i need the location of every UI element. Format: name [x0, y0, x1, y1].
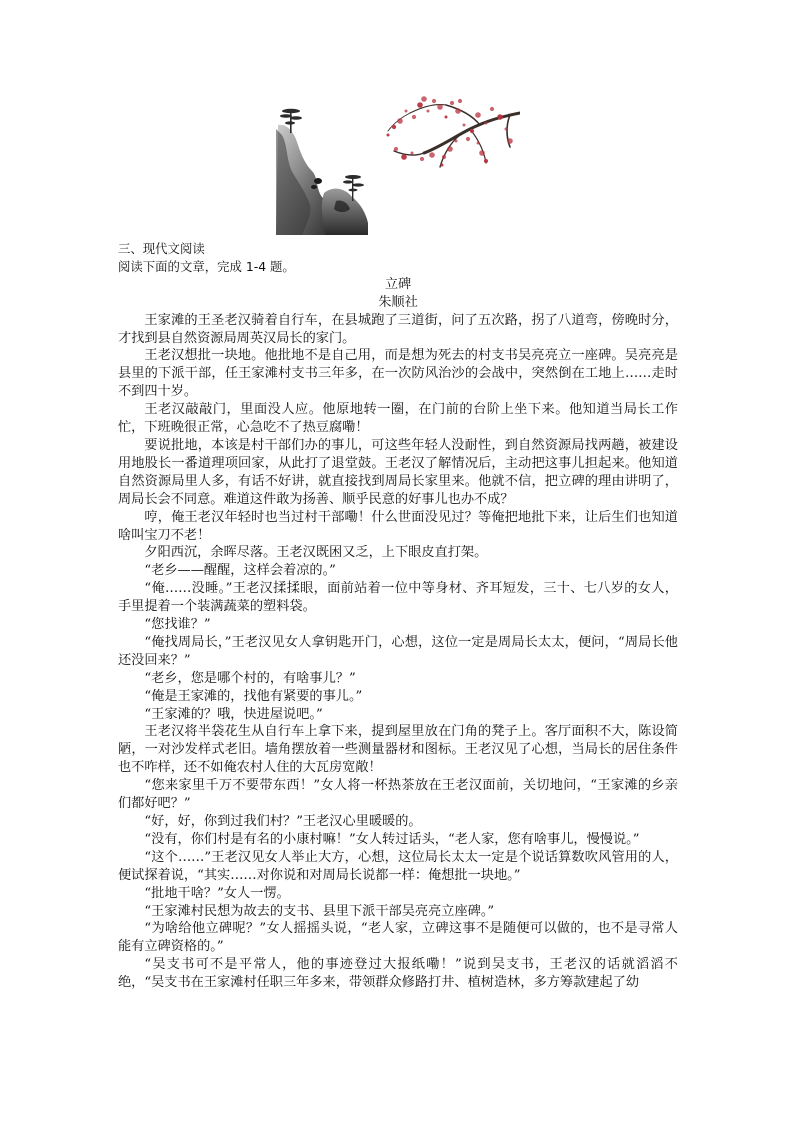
paragraph: “王家滩村民想为故去的支书、县里下派干部吴亮亮立座碑。”: [144, 903, 495, 919]
blossom-petal: [485, 122, 488, 125]
paragraph: “批地干啥？”女人一愣。: [144, 885, 290, 901]
paragraph: 王老汉敲敲门，里面没人应。他原地转一圈，在门前的台阶上坐下来。他知道当局长工作忙，下班晚很正常，心急吃不了热豆腐嘞！: [118, 402, 678, 436]
blossom-petal: [437, 104, 443, 110]
paragraph: “老乡，您是哪个村的，有啥事儿？”: [144, 670, 356, 686]
paragraph: “没有，你们村是有名的小康村嘛！”女人转过话头，“老人家，您有啥事儿，慢慢说。”: [144, 831, 640, 847]
blossom-petal: [470, 129, 474, 133]
section-heading: 三、现代文阅读: [118, 241, 205, 256]
blossom-petal: [479, 150, 485, 156]
blossom-petal: [497, 114, 503, 120]
blossom-petal: [505, 128, 508, 131]
paragraph: 要说批地，本该是村干部们办的事儿，可这些年轻人没耐性，到自然资源局找两趟，被建设用地股长一番道理项回家，从此打了退堂鼓。王老汉了解情况后，主动把这事儿担起来。他知道自然资源局里人多，有话不好讲，就直接找到周局长家里来。他就不信，把立碑的理由讲明了，周局长会不同意。难道这件敢为扬善、顺乎民意的好事儿也办不成？: [118, 437, 678, 507]
blossom-petal: [397, 118, 403, 124]
blossom-petal: [455, 140, 458, 143]
blossom-petal: [417, 102, 423, 108]
paragraph: “您来家里千万不要带东西！”女人将一杯热茶放在王老汉面前，关切地问，“王家滩的乡亲们都好吧？”: [118, 778, 678, 812]
paragraph: “您找谁？”: [144, 617, 211, 633]
paragraph: “老乡——醒醒，这样会着凉的。”: [144, 563, 336, 579]
paragraph: “吴支书可不是平常人，他的事迹登过大报纸嘞！”说到吴支书，王老汉的话就滔滔不绝，“吴支书在王家滩村任职三年多来，带领群众修路打井、植树造林，多方筹款建起了幼: [118, 957, 678, 991]
blossom-petal: [463, 124, 466, 127]
blossom-petal: [387, 134, 390, 137]
paragraph: “好，好，你到过我们村？”王老汉心里暖暖的。: [144, 814, 422, 829]
plum-blossom-illustration: [360, 95, 520, 175]
paragraph: 王老汉将半袋花生从自行车上拿下来，提到屋里放在门角的凳子上。客厅面积不大，陈设简陋，一对沙发样式老旧。墙角摆放着一些测量器材和图标。王老汉见了心想，当局长的居住条件也不咋样，还不如俺农村人住的大瓦房宽敞！: [118, 724, 678, 776]
blossom-petal: [477, 142, 480, 145]
article-title: 立碑: [384, 276, 412, 292]
paragraph: “俺是王家滩的，找他有紧要的事儿。”: [144, 688, 363, 704]
blossom-petal: [420, 157, 424, 161]
blossom-petal: [405, 110, 408, 113]
paragraph: “俺找周局长，”王老汉见女人拿钥匙开门，心想，这位一定是周局长太太，便问，“周局长他还没回来？”: [118, 634, 678, 668]
blossom-petal: [490, 107, 494, 111]
paragraph: “俺……没睡。”王老汉揉揉眼，面前站着一位中等身材、齐耳短发，三十、七八岁的女人，手里提着一个装满蔬菜的塑料袋。: [118, 581, 678, 615]
blossom-petal: [458, 99, 462, 103]
blossom-petal: [429, 152, 435, 158]
paragraph: “王家滩的？哦，快进屋说吧。”: [144, 706, 323, 722]
blossom-petal: [401, 154, 407, 160]
paragraph: 夕阳西沉，余晖尽落。王老汉既困又乏，上下眼皮直打架。: [144, 545, 488, 561]
blossom-petal: [450, 101, 454, 105]
blossom-petal: [455, 108, 461, 114]
blossom-petal: [394, 147, 398, 151]
blossom-petal: [427, 110, 430, 113]
paragraph: 哼，俺王老汉年轻时也当过村干部嘞！什么世面没见过？等俺把地批下来，让后生们也知道啥叫宝刀不老！: [118, 509, 678, 543]
blossom-petal: [412, 115, 416, 119]
article-author: 朱顺社: [378, 294, 418, 310]
blossom-petal: [442, 155, 446, 159]
ink-landscape-illustration: [276, 105, 368, 235]
blossom-petal: [484, 159, 488, 163]
paragraph: “这个……”王老汉见女人举止大方，心想，这位局长太太一定是个说话算数吹风管用的人，便试探着说，“其实……对你说和对周局长说都一样：俺想批一块地。”: [118, 849, 678, 883]
reading-instruction: 阅读下面的文章，完成 1-4 题。: [118, 258, 295, 274]
blossom-petal: [432, 99, 436, 103]
blossom-petal: [392, 125, 396, 129]
blossom-petal: [421, 96, 427, 102]
paragraph: “为啥给他立碑呢？”女人摇摇头说，“老人家，立碑这事不是随便可以做的，也不是寻常人能有立碑资格的。”: [118, 921, 678, 955]
blossom-petal: [466, 137, 470, 141]
article-content: [118, 240, 678, 992]
blossom-petal: [507, 138, 513, 144]
blossom-petal: [411, 152, 414, 155]
blossom-petal: [441, 164, 444, 167]
blossom-petal: [475, 112, 481, 118]
paragraph: 王老汉想批一块地。他批地不是自己用，而是想为死去的村支书吴亮亮立一座碑。吴亮亮是县里的下派干部，任王家滩村支书三年多，在一次防风治沙的会战中，突然倒在工地上……走时不到四十岁。: [118, 348, 678, 400]
blossom-petal: [445, 116, 448, 119]
paragraph: 王家滩的王圣老汉骑着自行车，在县城跑了三道街，问了五次路，拐了八道弯，傍晚时分，才找到县自然资源局周英汉局长的家门。: [118, 312, 678, 346]
blossom-petal: [447, 146, 453, 152]
